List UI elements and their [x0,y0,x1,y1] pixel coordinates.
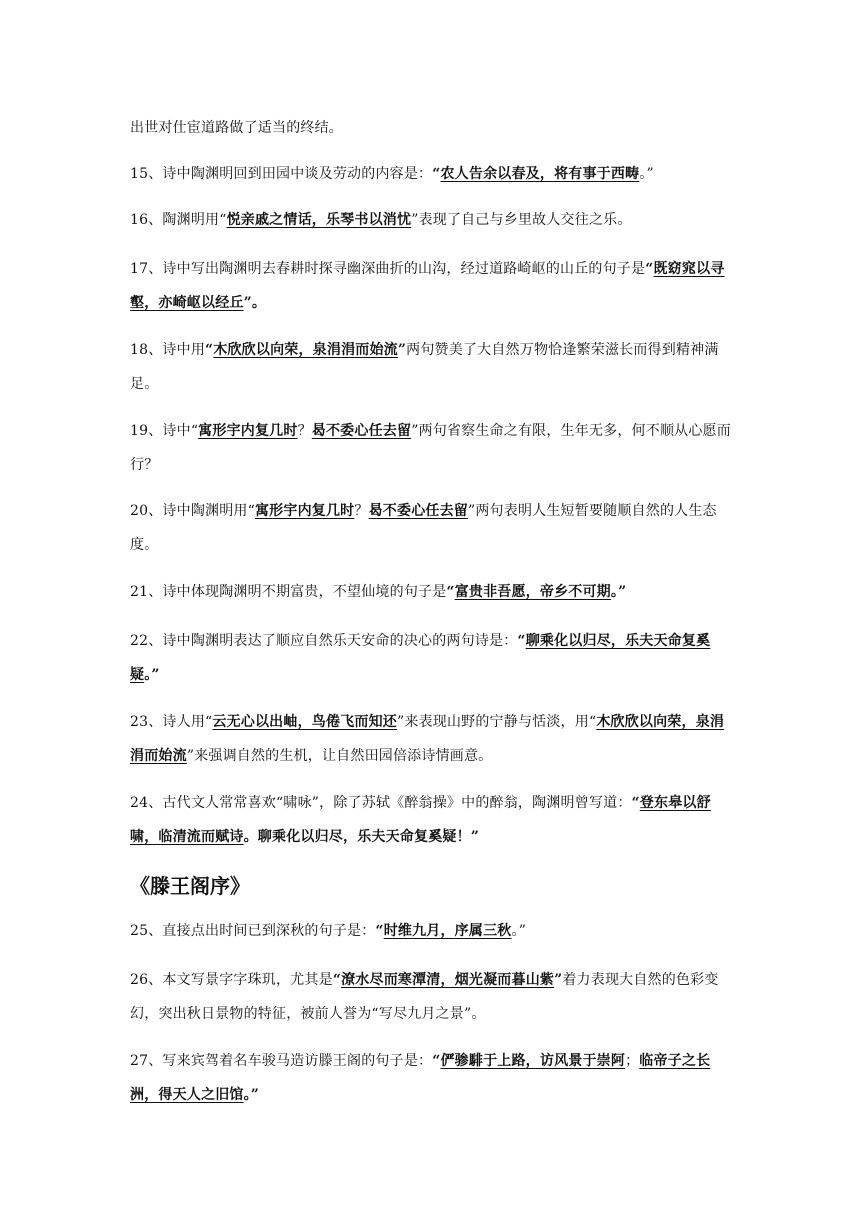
quote-mark: “ [205,342,214,358]
quote-mark: “ [432,1053,441,1069]
body-text: 27、写来宾驾着名车骏马造访滕王阁的句子是： [130,1053,433,1069]
body-text: 22、诗中陶渊明表达了顺应自然乐天安命的决心的两句诗是： [130,633,518,649]
body-text: ？ [354,503,369,519]
answer-text: 木欣欣以向荣，泉涓涓而始流 [130,714,725,764]
question-15 [130,157,732,191]
body-text: 26、本文写景字字珠玑，尤其是 [130,972,333,988]
answer-text: 农人告余以春及，将有事于西畴 [440,166,640,182]
quote-mark: 。” [243,1087,260,1103]
body-text: ”表现了自己与乡里故人交往之乐。 [411,212,632,228]
quote-mark: “ [645,261,654,277]
body-text: 18、诗中用 [130,342,206,358]
body-text: ”来表现山野的宁静与恬淡，用“ [396,714,597,730]
body-text: ？ [297,423,312,439]
question-20 [130,494,732,562]
body-text: ”来强调自然的生机，让自然田园倍添诗情画意。 [186,748,493,764]
answer-text: 富贵非吾愿，帝乡不可期 [454,584,611,600]
quote-mark: ” [554,972,563,988]
body-text: 两句赞美了大自然万物恰逢繁荣滋长而得到精神满足。 [130,342,719,392]
quote-mark: “ [432,166,441,182]
answer-text: 悦亲戚之情话，乐琴书以消忧 [226,212,412,228]
quote-mark: ” [397,342,407,358]
question-27 [130,1044,732,1112]
quote-mark: ”。 [243,295,267,311]
question-18 [130,333,732,401]
question-16 [130,203,732,237]
answer-text: 潦水尽而寒潭清，烟光凝而暮山紫 [341,972,555,988]
answer-text: 聊乘化以归尽，乐夫天命复奚疑 [130,633,711,683]
body-text: 20、诗中陶渊明用“ [130,503,255,519]
quote-mark: “ [332,972,342,988]
question-17 [130,252,732,320]
question-23 [130,705,732,773]
question-22 [130,624,732,692]
answer-text: 俨骖騑于上路，访风景于崇阿 [440,1053,626,1069]
section-heading: 《滕王阁序》 [130,874,250,898]
body-text: 出世对仕宦道路做了适当的终结。 [130,120,343,136]
question-21 [130,575,732,609]
body-text: 25、直接点出时间已到深秋的句子是： [130,923,376,939]
body-text: ”两句省察生命之有限，生年无多，何不顺从心愿而行？ [130,423,731,473]
answer-text: 云无心以出岫，鸟倦飞而知还 [212,714,397,730]
question-19 [130,414,732,482]
answer-text: 曷不委心任去留 [368,503,468,519]
body-text: 。” [511,923,527,939]
answer-text: 时维九月，序属三秋 [383,923,512,939]
answer-text: 既窈窕以寻壑，亦崎岖以经丘 [130,261,725,311]
quote-mark: “ [517,633,526,649]
body-text: 16、陶渊明用“ [130,212,227,228]
answer-text: 木欣欣以向荣，泉涓涓而始流 [213,342,398,358]
quote-mark: 。聊乘化以归尽，乐夫天命复奚疑！” [243,829,480,845]
body-text: 着力表现大自然的色彩变幻，突出秋日景物的特征，被前人誉为“写尽九月之景”。 [130,972,719,1022]
question-24 [130,786,732,854]
quote-mark: 。” [144,667,160,683]
quote-mark: “ [631,795,640,811]
body-text: ”两句表明人生短暂要随顺自然的人生态度。 [130,503,717,553]
answer-text: 临帝子之长洲，得天人之旧馆 [130,1053,711,1103]
quote-mark: “ [446,584,455,600]
body-text: 19、诗中“ [130,423,199,439]
body-text: 24、古代文人常常喜欢“啸咏”，除了苏轼《醉翁操》中的醉翁，陶渊明曾写道： [130,795,632,811]
quote-mark: “ [375,923,384,939]
answer-text: 寓形宇内复几时 [198,423,298,439]
question-26 [130,963,732,1031]
answer-text: 曷不委心任去留 [311,423,412,439]
body-text: 21、诗中体现陶渊明不期富贵，不望仙境的句子是 [130,584,447,600]
body-text: 17、诗中写出陶渊明去春耕时探寻幽深曲折的山沟，经过道路崎岖的山丘的句子是 [130,261,646,277]
answer-text: 寓形宇内复几时 [254,503,355,519]
body-text: 。” [639,166,654,182]
quote-mark: 。” [610,584,627,600]
body-text: 23、诗人用“ [130,714,213,730]
question-25 [130,914,732,948]
answer-text: 登东皋以舒啸，临清流而赋诗 [130,795,711,845]
body-text: 15、诗中陶渊明回到田园中谈及劳动的内容是： [130,166,433,182]
body-text: ； [625,1053,640,1069]
paragraph-intro-tail [130,111,732,145]
